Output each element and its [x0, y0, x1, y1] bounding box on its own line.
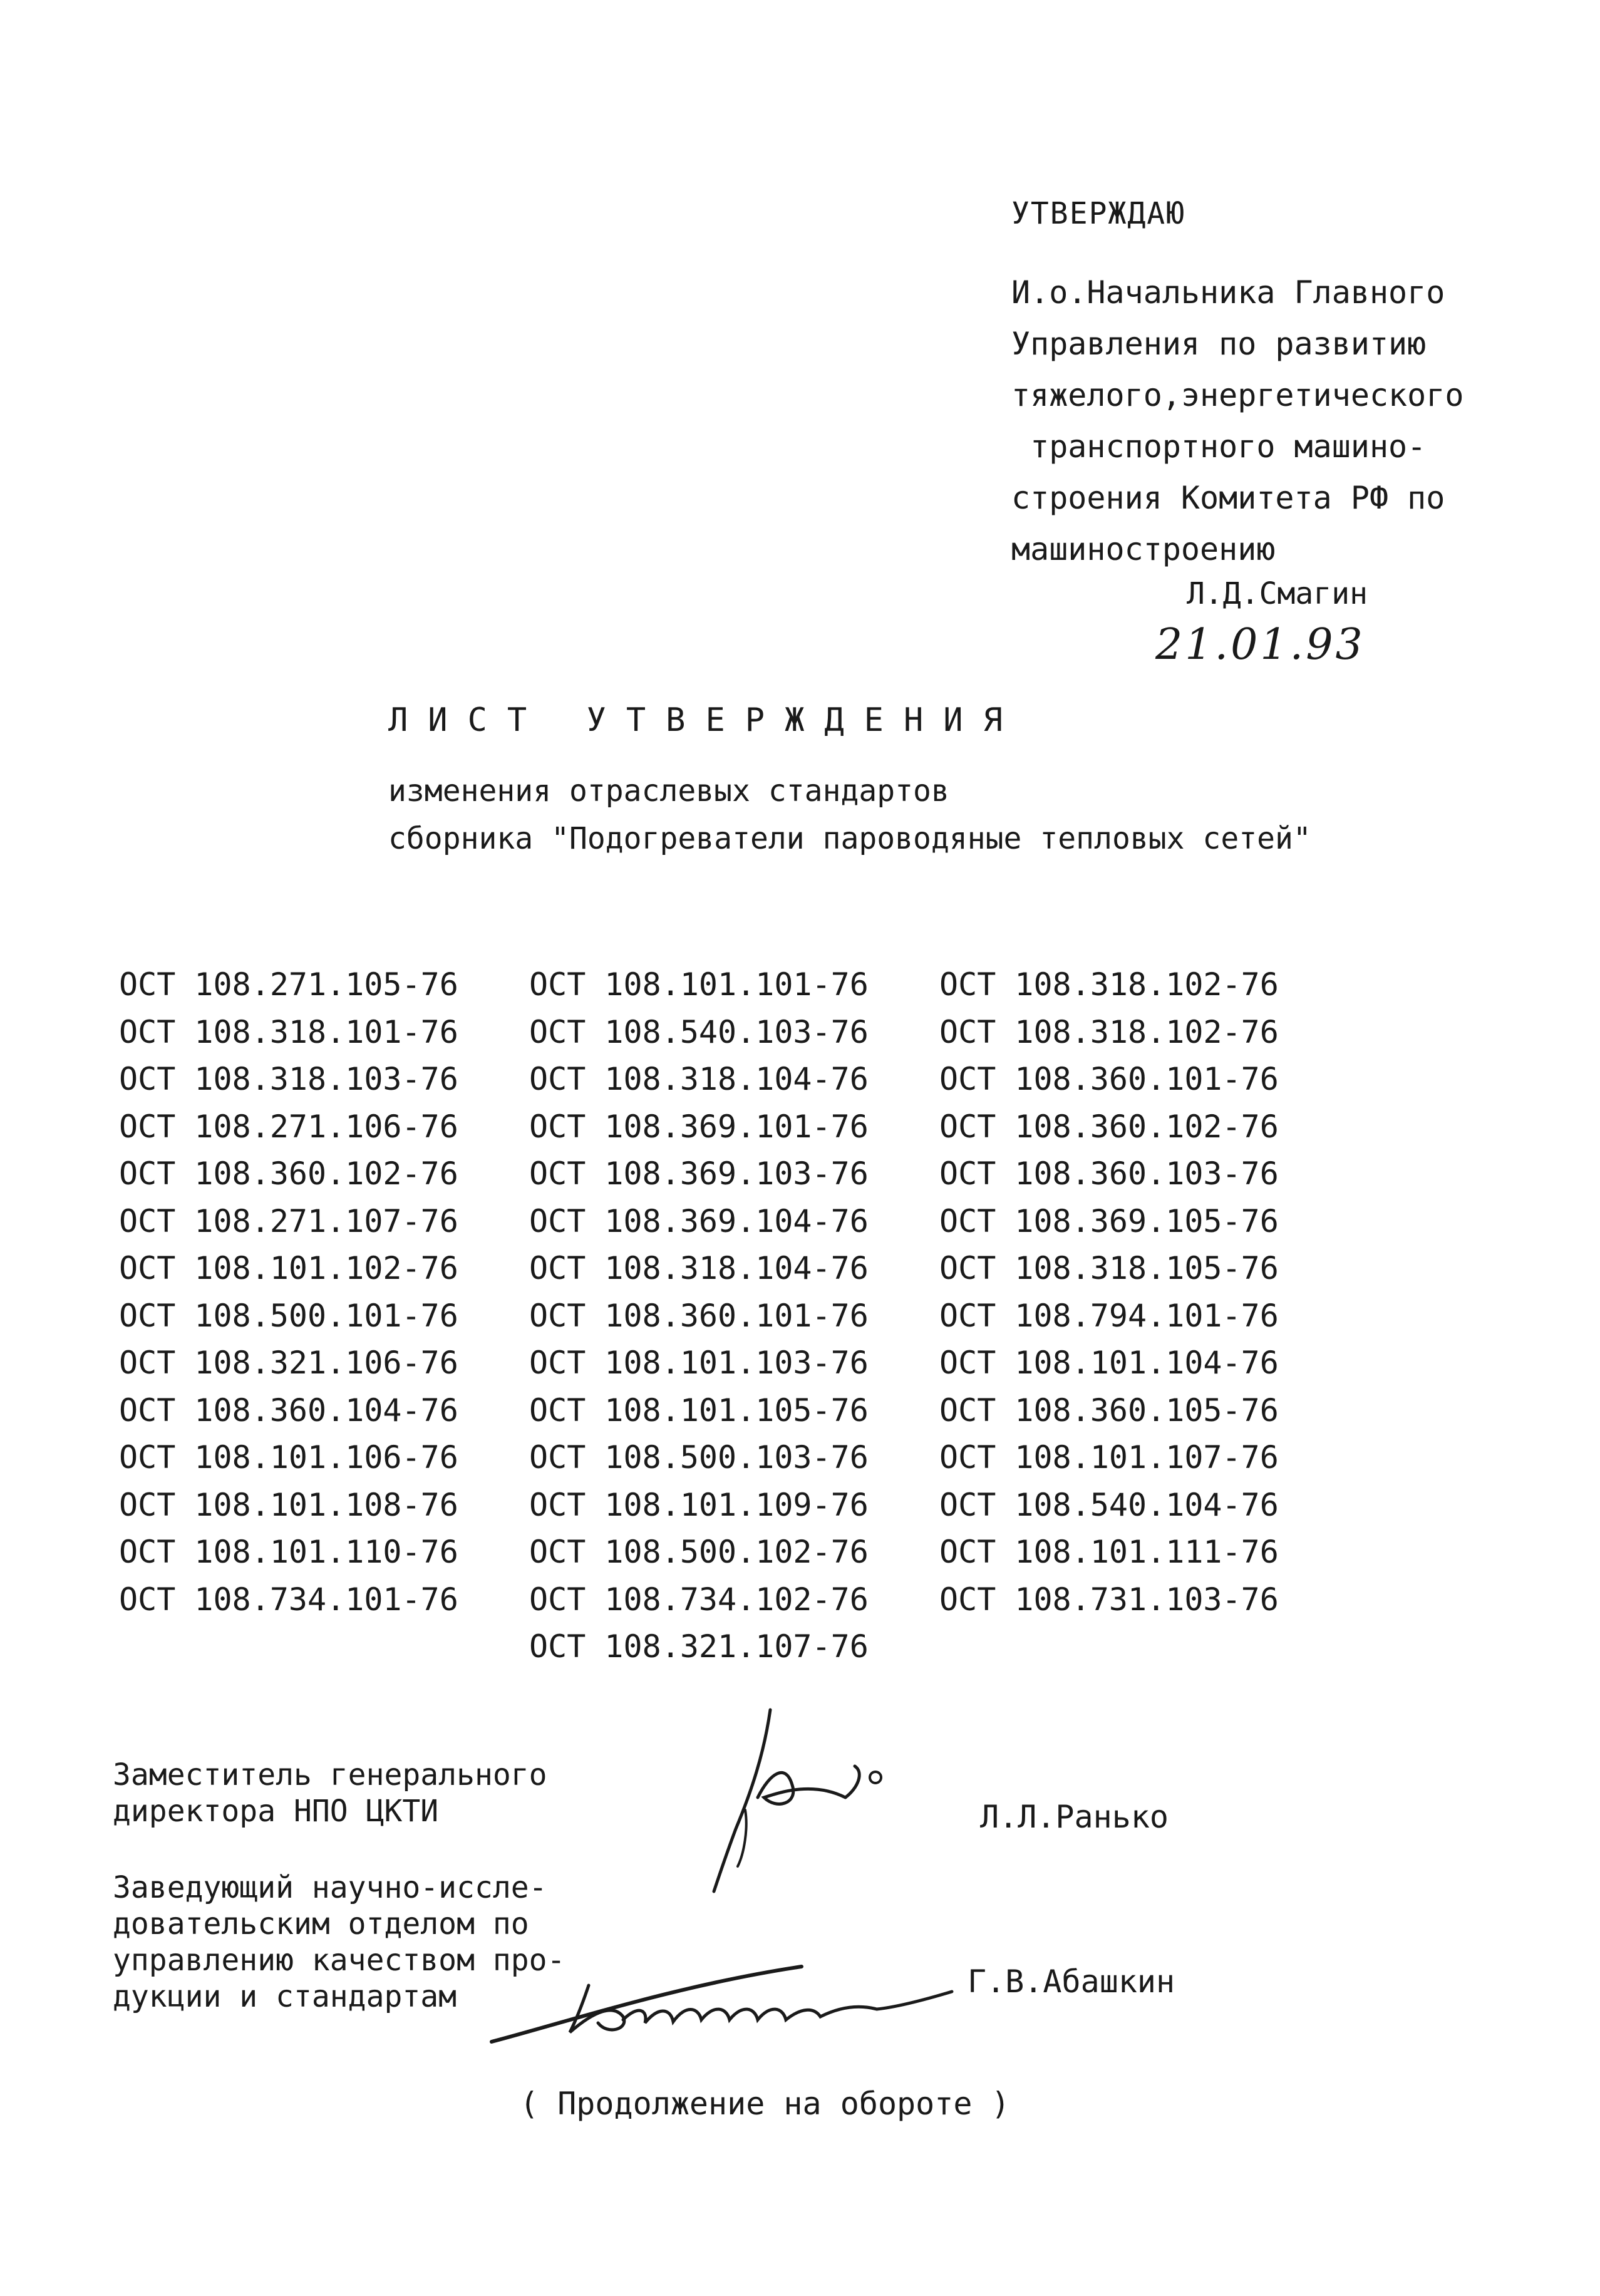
approval-line: строения Комитета РФ по	[1011, 480, 1445, 516]
standard-item: ОСТ 108.101.111-76	[939, 1534, 1279, 1570]
standard-item: ОСТ 108.734.102-76	[529, 1581, 869, 1618]
approval-date: 21.01.93	[1155, 620, 1365, 670]
approval-line: транспортного машино-	[1011, 428, 1427, 465]
standard-item: ОСТ 108.360.101-76	[529, 1297, 869, 1334]
position-line: директора НПО ЦКТИ	[113, 1794, 439, 1829]
standard-item: ОСТ 108.101.102-76	[119, 1250, 458, 1286]
standard-item: ОСТ 108.101.108-76	[119, 1486, 458, 1523]
position-line: довательским отделом по	[113, 1906, 529, 1942]
standard-item: ОСТ 108.318.102-76	[939, 966, 1279, 1003]
standard-item: ОСТ 108.540.104-76	[939, 1486, 1279, 1523]
standard-item: ОСТ 108.734.101-76	[119, 1581, 458, 1618]
standard-item: ОСТ 108.101.101-76	[529, 966, 869, 1003]
standard-item: ОСТ 108.318.105-76	[939, 1250, 1279, 1286]
standard-item: ОСТ 108.360.101-76	[939, 1061, 1279, 1097]
signatory-name-2: Г.В.Абашкин	[968, 1963, 1175, 2000]
subtitle-line: изменения отраслевых стандартов	[388, 773, 949, 809]
continuation-note: ( Продолжение на обороте )	[520, 2086, 1010, 2122]
standard-item: ОСТ 108.360.105-76	[939, 1392, 1279, 1429]
standard-item: ОСТ 108.101.105-76	[529, 1392, 869, 1429]
standard-item: ОСТ 108.540.103-76	[529, 1013, 869, 1050]
standard-item: ОСТ 108.318.104-76	[529, 1061, 869, 1097]
standard-item: ОСТ 108.360.103-76	[939, 1156, 1279, 1192]
standard-item: ОСТ 108.101.110-76	[119, 1534, 458, 1570]
approval-line: тяжелого,энергетического	[1011, 377, 1464, 413]
approval-line: Управления по развитию	[1011, 326, 1427, 362]
standard-item: ОСТ 108.318.103-76	[119, 1061, 458, 1097]
standard-item: ОСТ 108.101.103-76	[529, 1345, 869, 1381]
standard-item: ОСТ 108.360.104-76	[119, 1392, 458, 1429]
standard-item: ОСТ 108.318.102-76	[939, 1013, 1279, 1050]
standard-item: ОСТ 108.360.102-76	[939, 1108, 1279, 1145]
standard-item: ОСТ 108.101.104-76	[939, 1345, 1279, 1381]
standard-item: ОСТ 108.369.103-76	[529, 1156, 869, 1192]
approval-block	[1011, 188, 1525, 575]
subtitle-line: сборника "Подогреватели пароводяные тепловых сетей"	[388, 821, 1311, 856]
approver-name: Л.Д.Смагин	[1187, 576, 1368, 611]
standard-item: ОСТ 108.318.104-76	[529, 1250, 869, 1286]
signatory-name-1: Л.Л.Ранько	[980, 1799, 1169, 1835]
approval-line: машиностроению	[1011, 531, 1276, 567]
standard-item: ОСТ 108.500.103-76	[529, 1439, 869, 1476]
standard-item: ОСТ 108.271.106-76	[119, 1108, 458, 1145]
standards-column-3	[939, 961, 1279, 1623]
approval-title: УТВЕРЖДАЮ	[1011, 196, 1186, 231]
standard-item: ОСТ 108.794.101-76	[939, 1297, 1279, 1334]
position-line: Заведующий научно-иссле-	[113, 1870, 547, 1905]
signature-2	[488, 1929, 958, 2054]
standard-item: ОСТ 108.318.101-76	[119, 1013, 458, 1050]
standard-item: ОСТ 108.321.106-76	[119, 1345, 458, 1381]
standard-item: ОСТ 108.101.106-76	[119, 1439, 458, 1476]
position-line: управлению качеством про-	[113, 1943, 565, 1978]
standard-item: ОСТ 108.271.105-76	[119, 966, 458, 1003]
standard-item: ОСТ 108.500.102-76	[529, 1534, 869, 1570]
signature-1	[676, 1704, 902, 1904]
standards-column-1	[119, 961, 458, 1623]
standard-item: ОСТ 108.101.109-76	[529, 1486, 869, 1523]
standard-item: ОСТ 108.369.104-76	[529, 1202, 869, 1239]
position-line: дукции и стандартам	[113, 1979, 457, 2014]
standards-column-2	[529, 961, 869, 1671]
position-line: Заместитель генерального	[113, 1757, 547, 1792]
standard-item: ОСТ 108.101.107-76	[939, 1439, 1279, 1476]
standard-item: ОСТ 108.369.101-76	[529, 1108, 869, 1145]
standard-item: ОСТ 108.731.103-76	[939, 1581, 1279, 1618]
document-subtitle	[388, 767, 1311, 862]
approval-line: И.о.Начальника Главного	[1011, 274, 1445, 311]
standard-item: ОСТ 108.369.105-76	[939, 1202, 1279, 1239]
standard-item: ОСТ 108.500.101-76	[119, 1297, 458, 1334]
signatory-position-1	[113, 1757, 547, 1829]
standard-item: ОСТ 108.321.107-76	[529, 1628, 869, 1665]
standard-item: ОСТ 108.271.107-76	[119, 1202, 458, 1239]
standard-item: ОСТ 108.360.102-76	[119, 1156, 458, 1192]
document-title: ЛИСТ УТВЕРЖДЕНИЯ	[388, 701, 1023, 739]
